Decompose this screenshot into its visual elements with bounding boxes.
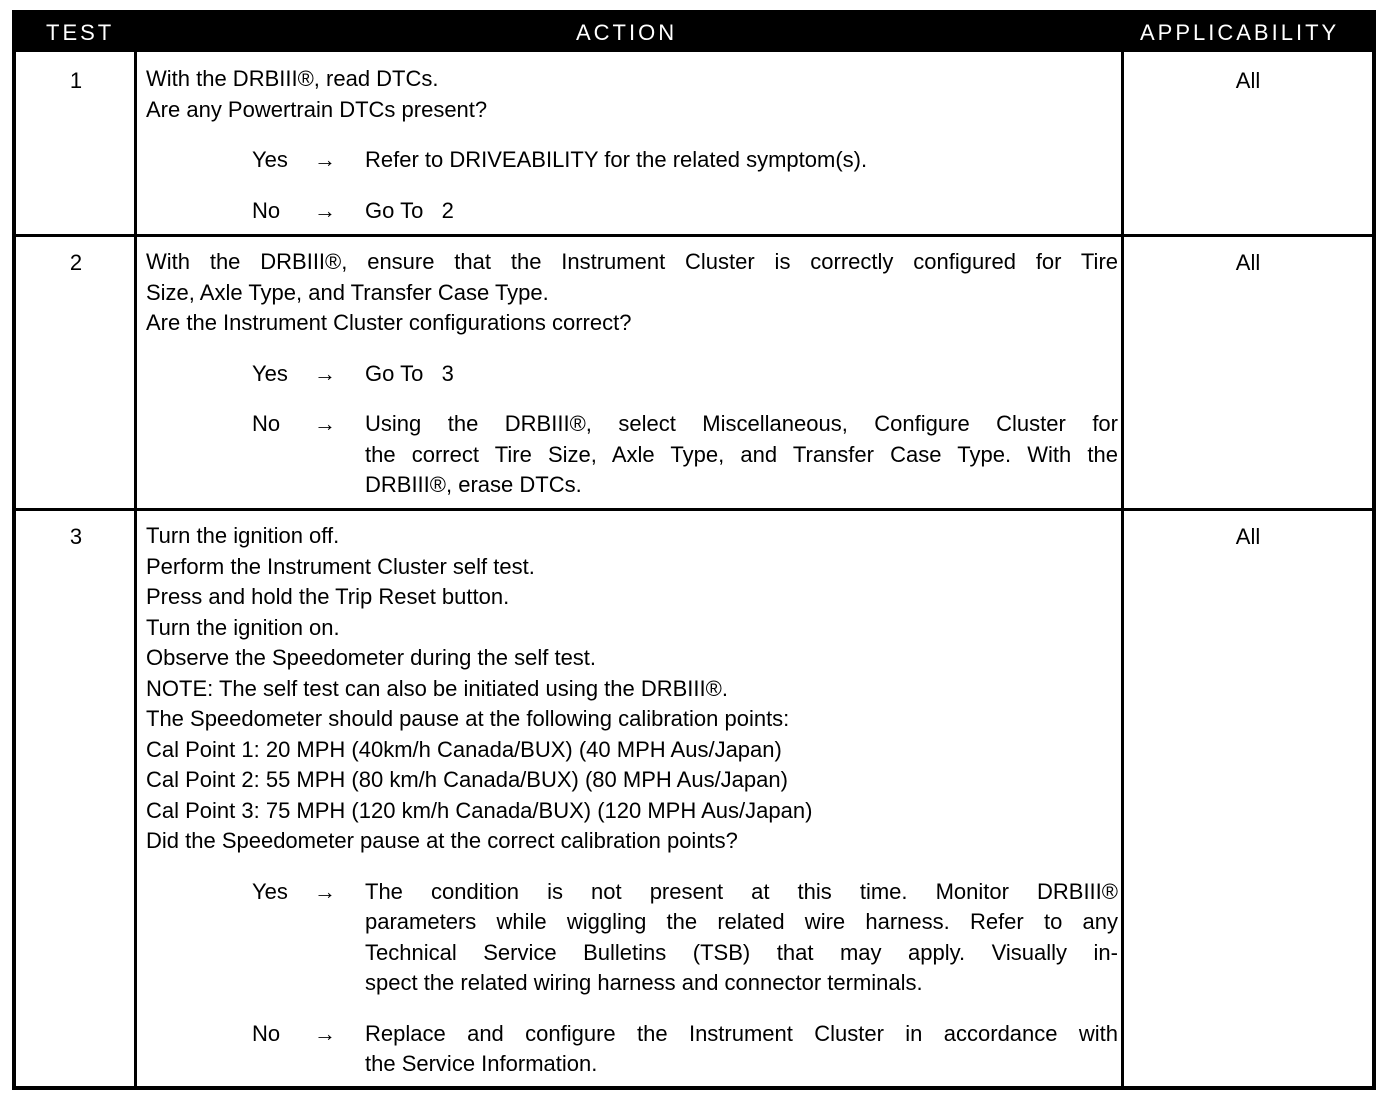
cal-point-line: Cal Point 3: 75 MPH (120 km/h Canada/BUX) (120 MPH Aus/Japan) bbox=[146, 797, 813, 823]
column-divider-test bbox=[134, 52, 137, 1086]
action-line: Observe the Speedometer during the self test. bbox=[146, 645, 597, 670]
action-line: Turn the ignition off. bbox=[146, 523, 340, 548]
no-response bbox=[146, 196, 1118, 227]
arrow-icon: → bbox=[314, 147, 336, 172]
yes-label: Yes bbox=[252, 878, 288, 904]
arrow-icon: → bbox=[314, 197, 336, 223]
action-line: Press and hold the Trip Reset button. bbox=[146, 584, 510, 609]
diagnostic-table bbox=[12, 10, 1376, 1090]
response-line: Technical Service Bulletins (TSB) that may apply. Visually in- bbox=[365, 939, 1118, 965]
arrow-icon: → bbox=[314, 878, 336, 904]
applicability-3: All bbox=[1235, 524, 1261, 549]
column-divider-action bbox=[1121, 52, 1124, 1086]
arrow-icon: → bbox=[314, 1020, 336, 1046]
test-number-1: 1 bbox=[69, 68, 83, 93]
applicability-1: All bbox=[1235, 68, 1261, 93]
row-divider-1 bbox=[16, 234, 1372, 237]
action-line: Are any Powertrain DTCs present? bbox=[146, 96, 488, 122]
action-line: Are the Instrument Cluster configurations correct? bbox=[146, 310, 632, 335]
yes-response bbox=[146, 145, 1118, 176]
note-line: NOTE: The self test can also be initiated using the DRBIII®. bbox=[146, 675, 728, 701]
test-number-3: 3 bbox=[69, 524, 83, 549]
action-step-3 bbox=[146, 521, 1118, 1080]
response-line: DRBIII®, erase DTCs. bbox=[365, 472, 582, 497]
response-line: spect the related wiring harness and connector terminals. bbox=[365, 970, 923, 995]
response-line: Replace and configure the Instrument Cluster in accordance with bbox=[365, 1020, 1118, 1046]
action-line: Turn the ignition on. bbox=[146, 614, 340, 640]
no-label: No bbox=[252, 197, 281, 223]
action-line: With the DRBIII®, read DTCs. bbox=[146, 66, 439, 91]
action-line: Did the Speedometer pause at the correct calibration points? bbox=[146, 828, 738, 853]
action-step-2 bbox=[146, 247, 1118, 501]
no-label: No bbox=[252, 1020, 281, 1046]
header-applicability: APPLICABILITY bbox=[1140, 20, 1340, 45]
response-line: parameters while wiggling the related wire harness. Refer to any bbox=[365, 909, 1118, 934]
response-line: the correct Tire Size, Axle Type, and Transfer Case Type. With the bbox=[365, 441, 1118, 467]
yes-response bbox=[146, 359, 1118, 390]
response-line: Refer to DRIVEABILITY for the related symptom(s). bbox=[365, 147, 868, 172]
test-number-2: 2 bbox=[69, 250, 83, 275]
no-response bbox=[146, 409, 1118, 501]
cal-point-line: Cal Point 1: 20 MPH (40km/h Canada/BUX) (40 MPH Aus/Japan) bbox=[146, 736, 782, 762]
action-line: The Speedometer should pause at the following calibration points: bbox=[146, 706, 790, 731]
arrow-icon: → bbox=[314, 360, 336, 386]
response-line: The condition is not present at this time. Monitor DRBIII® bbox=[365, 878, 1118, 904]
action-line: Size, Axle Type, and Transfer Case Type. bbox=[146, 279, 549, 305]
response-line: the Service Information. bbox=[365, 1051, 598, 1076]
response-line: Go To 2 bbox=[365, 197, 454, 223]
yes-label: Yes bbox=[252, 360, 288, 386]
response-line: Using the DRBIII®, select Miscellaneous, Configure Cluster for bbox=[365, 411, 1118, 436]
table-header bbox=[16, 14, 1372, 52]
arrow-icon: → bbox=[314, 411, 336, 436]
header-test: TEST bbox=[46, 20, 115, 45]
applicability-2: All bbox=[1235, 250, 1261, 275]
action-line: With the DRBIII®, ensure that the Instrument Cluster is correctly configured for Tire bbox=[146, 249, 1118, 274]
no-label: No bbox=[252, 411, 281, 436]
action-step-1 bbox=[146, 64, 1118, 226]
action-line: Perform the Instrument Cluster self test. bbox=[146, 553, 535, 579]
header-action: ACTION bbox=[576, 20, 678, 45]
response-line: Go To 3 bbox=[365, 360, 454, 386]
yes-response bbox=[146, 877, 1118, 999]
yes-label: Yes bbox=[252, 147, 288, 172]
row-divider-2 bbox=[16, 508, 1372, 511]
cal-point-line: Cal Point 2: 55 MPH (80 km/h Canada/BUX) (80 MPH Aus/Japan) bbox=[146, 767, 788, 792]
no-response bbox=[146, 1019, 1118, 1080]
